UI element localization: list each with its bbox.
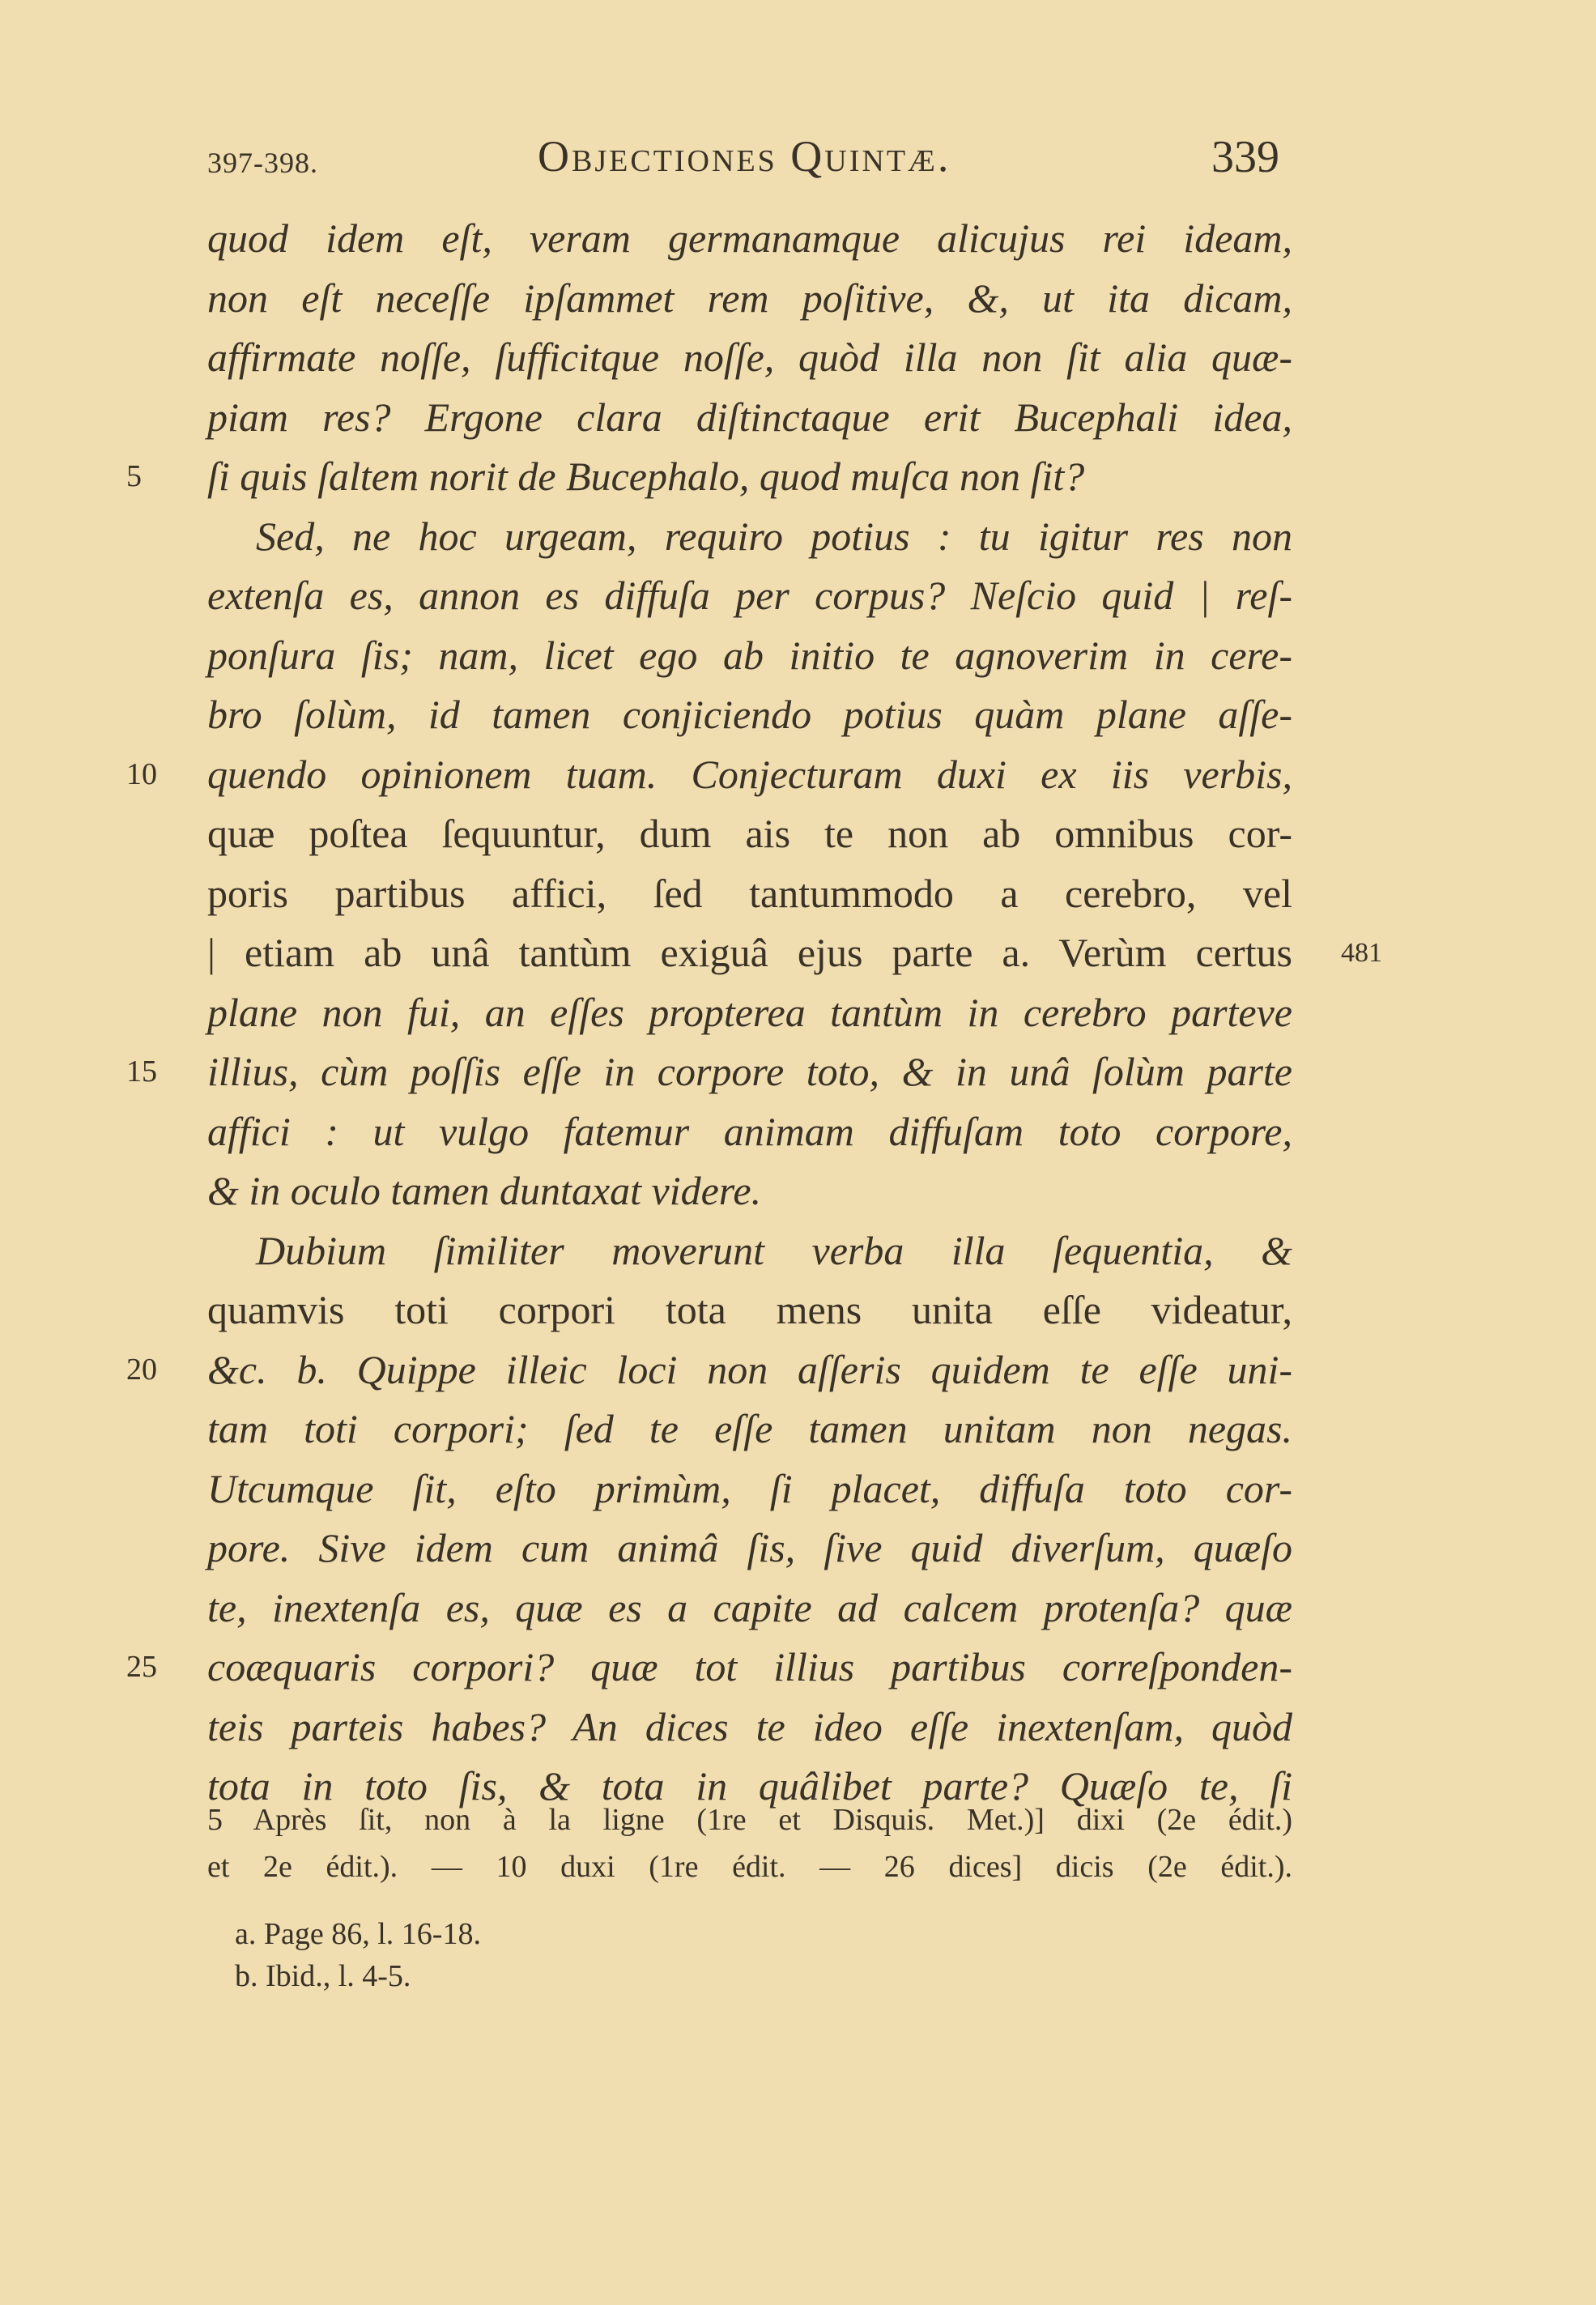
line-text: quendo opinionem tuam. Conjecturam duxi ex iis verbis, <box>207 751 1292 797</box>
text-line <box>207 626 1292 686</box>
text-line <box>207 566 1292 626</box>
page-title: Objectiones Quintæ. <box>538 132 951 181</box>
text-line <box>207 983 1292 1043</box>
line-text: illius, cùm poſſis eſſe in corpore toto, & in unâ ſolùm parte <box>207 1049 1292 1094</box>
line-text: extenſa es, annon es diffuſa per corpus? Neſcio quid | reſ- <box>207 573 1292 618</box>
text-line <box>207 1161 1292 1221</box>
line-text: affici : ut vulgo fatemur animam diffuſam toto corpore, <box>207 1108 1292 1154</box>
line-text: | etiam ab unâ tantùm exiguâ ejus parte a. Verùm certus <box>207 930 1292 975</box>
text-line <box>207 1280 1292 1340</box>
text-line <box>126 447 1292 507</box>
line-text: non eſt neceſſe ipſammet rem poſitive, &, ut ita dicam, <box>207 275 1292 321</box>
running-header <box>0 131 1596 188</box>
line-text: teis parteis habes? An dices te ideo eſſe inextenſam, quòd <box>207 1703 1292 1749</box>
page-range: 397-398. <box>207 147 318 179</box>
text-line <box>207 1400 1292 1459</box>
footnotes <box>235 1913 481 1997</box>
line-number: 15 <box>126 1055 157 1089</box>
variant-readings <box>207 1796 1292 1890</box>
line-text: affirmate noſſe, ſufficitque noſſe, quòd illa non ſit alia quæ- <box>207 334 1292 380</box>
text-line <box>126 1340 1292 1400</box>
text-line <box>207 209 1292 269</box>
text-line <box>126 745 1292 805</box>
text-line <box>207 864 1292 924</box>
line-text: Sed, ne hoc urgeam, requiro potius : tu igitur res non <box>256 513 1292 559</box>
text-line <box>207 1102 1292 1162</box>
line-text: &c. b. Quippe illeic loci non aſſeris quidem te eſſe uni- <box>207 1346 1292 1392</box>
text-line <box>207 1221 1292 1281</box>
text-line <box>207 1579 1292 1638</box>
line-text: quamvis toti corpori tota mens unita eſſe videatur, <box>207 1287 1292 1332</box>
line-text: ponſura ſis; nam, licet ego ab initio te agnoverim in cere- <box>207 632 1292 678</box>
line-text: & in oculo tamen duntaxat videre. <box>207 1168 762 1213</box>
text-line <box>207 388 1292 448</box>
text-line <box>207 269 1292 329</box>
variant-line: et 2e édit.). — 10 duxi (1re édit. — 26 dices] dicis (2e édit.). <box>207 1850 1292 1884</box>
text-line <box>207 804 1292 864</box>
footnote: b. Ibid., l. 4-5. <box>235 1959 411 1993</box>
page-number: 339 <box>1211 132 1279 182</box>
text-line <box>207 1459 1292 1519</box>
footnote: a. Page 86, l. 16-18. <box>235 1917 481 1951</box>
line-number: 10 <box>126 756 157 791</box>
line-text: pore. Sive idem cum animâ ſis, ſive quid diverſum, quæſo <box>207 1525 1292 1570</box>
variant-line: 5 Après ſit, non à la ligne (1re et Disquis. Met.)] dixi (2e édit.) <box>207 1803 1292 1837</box>
text-line <box>207 1519 1292 1579</box>
line-text: poris partibus affici, ſed tantummodo a cerebro, vel <box>207 870 1292 916</box>
line-number: 25 <box>126 1650 157 1684</box>
line-text: Utcumque ſit, eſto primùm, ſi placet, diffuſa toto cor- <box>207 1465 1292 1511</box>
text-line <box>207 507 1292 567</box>
text-line <box>207 685 1292 745</box>
line-text: tota in toto ſis, & tota in quâlibet parte? Quæſo te, ſi <box>207 1763 1292 1809</box>
main-text <box>126 209 1382 1817</box>
line-text: ſi quis ſaltem norit de Bucephalo, quod muſca non ſit? <box>207 454 1085 499</box>
text-line <box>207 1698 1292 1758</box>
line-text: quod idem eſt, veram germanamque alicujus rei ideam, <box>207 215 1292 261</box>
line-text: plane non fui, an eſſes propterea tantùm in cerebro parteve <box>207 989 1292 1035</box>
text-line <box>126 1042 1292 1102</box>
line-text: coæquaris corpori? quæ tot illius partibus correſponden- <box>207 1644 1292 1689</box>
line-text: piam res? Ergone clara diſtinctaque erit Bucephali idea, <box>207 394 1292 440</box>
line-text: te, inextenſa es, quæ es a capite ad calcem protenſa? quæ <box>207 1584 1292 1630</box>
line-text: tam toti corpori; ſed te eſſe tamen unitam non negas. <box>207 1406 1292 1451</box>
text-line <box>207 923 1382 983</box>
text-line <box>207 328 1292 388</box>
text-line <box>126 1638 1292 1698</box>
line-text: Dubium ſimiliter moverunt verba illa ſequentia, & <box>256 1227 1292 1273</box>
line-text: quæ poſtea ſequuntur, dum ais te non ab omnibus cor- <box>207 811 1292 856</box>
line-number: 20 <box>126 1352 157 1387</box>
line-number: 5 <box>126 459 142 493</box>
line-text: bro ſolùm, id tamen conjiciendo potius quàm plane aſſe- <box>207 692 1292 737</box>
margin-page-reference: 481 <box>1341 938 1382 968</box>
